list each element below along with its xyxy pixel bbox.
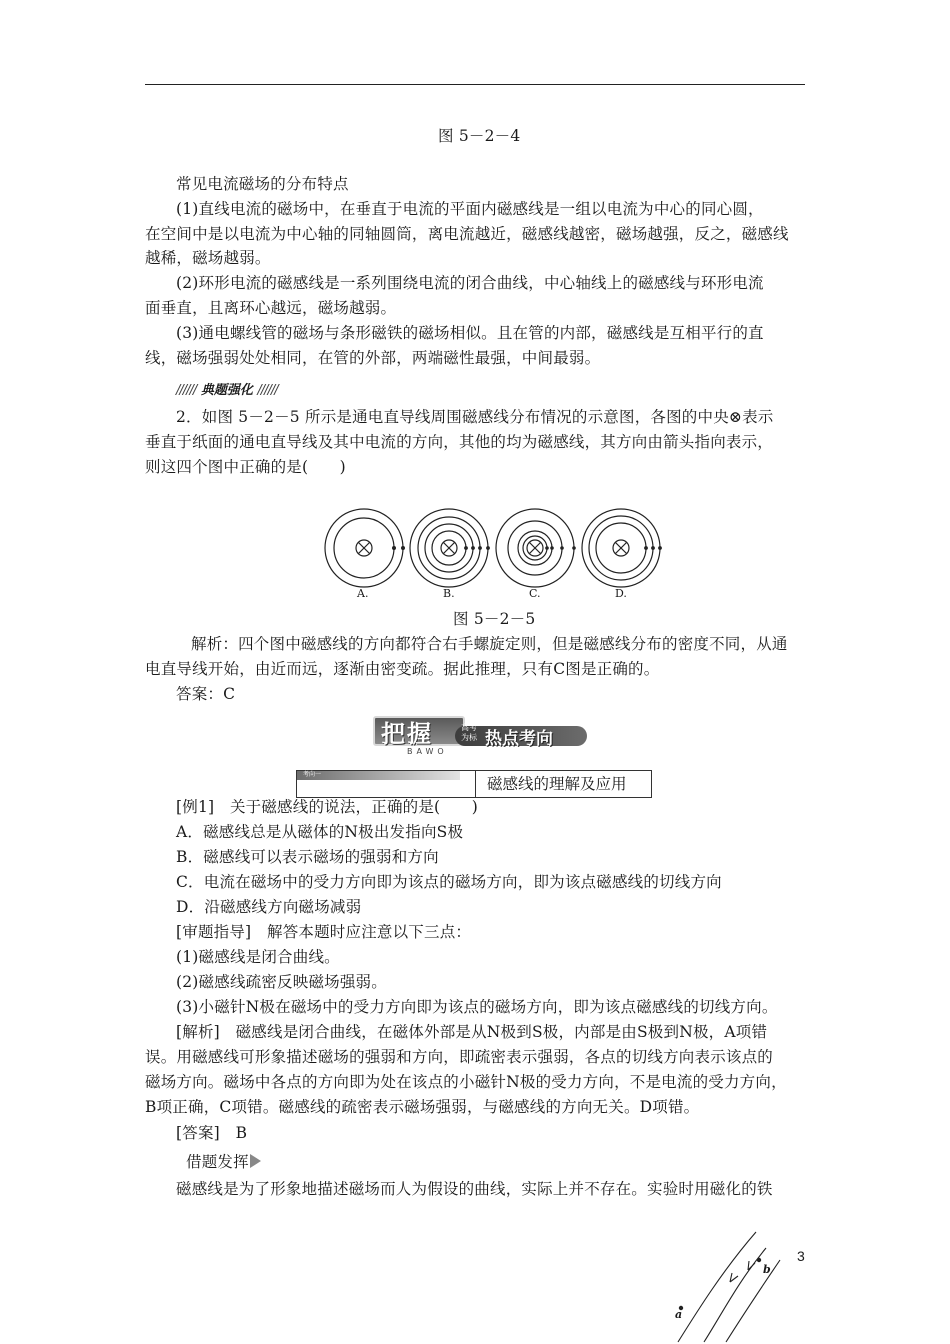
banner-main-text: 把握 [381, 720, 433, 748]
question-line: 则这四个图中正确的是( ) [145, 458, 346, 476]
paragraph-line: (1)直线电流的磁场中，在垂直于电流的平面内磁感线是一组以电流为中心的同心圆， [176, 200, 764, 218]
kaoxiang-divider [475, 771, 476, 797]
header-rule [145, 84, 805, 85]
answer-line: 答案：C [176, 685, 236, 703]
diagram-label-d: D. [615, 587, 627, 600]
kaoxiang-tag-label: 考向一 [303, 771, 322, 778]
option-b: B．磁感线可以表示磁场的强弱和方向 [176, 848, 439, 866]
paragraph-line: 在空间中是以电流为中心轴的同轴圆筒，离电流越近，磁感线越密，磁场越强，反之，磁感线 [145, 225, 789, 243]
section-tag [176, 379, 278, 398]
explanation-line: 磁场方向。磁场中各点的方向即为处在该点的小磁针N极的受力方向，不是电流的受力方向， [145, 1073, 787, 1091]
diagram-d [582, 509, 661, 587]
section-tag-label: 典题强化 [200, 383, 253, 398]
explanation-line: B项正确，C项错。磁感线的疏密表示磁场强弱，与磁感线的方向无关。D项错。 [145, 1098, 700, 1116]
option-c: C．电流在磁场中的受力方向即为该点的磁场方向，即为该点磁感线的切线方向 [176, 873, 722, 891]
figure-caption-5-2-5: 图 5－2－5 [453, 610, 536, 628]
magnetic-curve-figure [668, 1230, 818, 1344]
jieti-title: 借题发挥 [186, 1153, 249, 1171]
banner-sub-text: 热点考向 [485, 729, 553, 749]
jieti-heading [186, 1150, 261, 1175]
hatch-decoration: ////// [176, 383, 197, 398]
point-a-label: a [675, 1308, 683, 1321]
analysis-line: 电直导线开始，由近而远，逐渐由密变疏。据此推理，只有C图是正确的。 [145, 660, 660, 678]
example-answer: [答案] B [176, 1124, 248, 1142]
diagram-b [410, 509, 489, 587]
section-heading: 常见电流磁场的分布特点 [176, 175, 349, 193]
banner-small-1: 高考 [461, 723, 477, 732]
hatch-decoration: ////// [257, 383, 278, 398]
option-d: D．沿磁感线方向磁场减弱 [176, 898, 362, 916]
banner-small-2: 为标 [461, 733, 477, 742]
diagram-label-a: A. [357, 587, 369, 600]
guide-heading: [审题指导] 解答本题时应注意以下三点： [176, 923, 472, 941]
diagram-c [496, 509, 575, 587]
jieti-line: 磁感线是为了形象地描述磁场而人为假设的曲线，实际上并不存在。实验时用磁化的铁 [176, 1180, 773, 1198]
point-b-label: b [763, 1263, 771, 1276]
diagram-label-c: C. [529, 587, 541, 600]
kaoxiang-box [296, 770, 652, 798]
paragraph-line: 面垂直，且离环心越远，磁场越弱。 [145, 299, 397, 317]
explanation-line: 误。用磁感线可形象描述磁场的强弱和方向，即疏密表示强弱，各点的切线方向表示该点的 [145, 1048, 774, 1066]
paragraph-line: 线，磁场强弱处处相同，在管的外部，两端磁性最强，中间最弱。 [145, 349, 601, 367]
kaoxiang-title: 磁感线的理解及应用 [487, 775, 627, 793]
diagram-label-b: B. [443, 587, 455, 600]
page-number: 3 [797, 1248, 805, 1264]
example-stem: [例1] 关于磁感线的说法，正确的是( ) [176, 798, 478, 816]
banner-latin: BAWO [407, 747, 448, 756]
section-banner [373, 712, 591, 758]
option-a: A．磁感线总是从磁体的N极出发指向S极 [176, 823, 464, 841]
paragraph-line: (2)环形电流的磁感线是一系列围绕电流的闭合曲线，中心轴线上的磁感线与环形电流 [176, 274, 764, 292]
analysis-line: 解析：四个图中磁感线的方向都符合右手螺旋定则，但是磁感线分布的密度不同，从通 [191, 635, 788, 653]
guide-point: (1)磁感线是闭合曲线。 [176, 948, 340, 966]
point-b-marker [757, 1258, 761, 1262]
kaoxiang-tag [297, 771, 460, 780]
guide-point: (3)小磁针N极在磁场中的受力方向即为该点的磁场方向，即为该点磁感线的切线方向。 [176, 998, 778, 1016]
question-line: 垂直于纸面的通电直导线及其中电流的方向，其他的均为磁感线，其方向由箭头指向表示， [145, 433, 774, 451]
play-arrow-icon [250, 1154, 261, 1168]
paragraph-line: 越稀，磁场越弱。 [145, 249, 271, 267]
guide-point: (2)磁感线疏密反映磁场强弱。 [176, 973, 387, 991]
figure-caption-5-2-4: 图 5－2－4 [438, 127, 521, 145]
diagram-a [325, 509, 404, 587]
paragraph-line: (3)通电螺线管的磁场与条形磁铁的磁场相似。且在管的内部，磁感线是互相平行的直 [176, 324, 764, 342]
explanation-line: [解析] 磁感线是闭合曲线，在磁体外部是从N极到S极，内部是由S极到N极，A项错 [176, 1023, 768, 1041]
question-line: 2．如图 5－2－5 所示是通电直导线周围磁感线分布情况的示意图，各图的中央⊗表示 [176, 408, 774, 426]
